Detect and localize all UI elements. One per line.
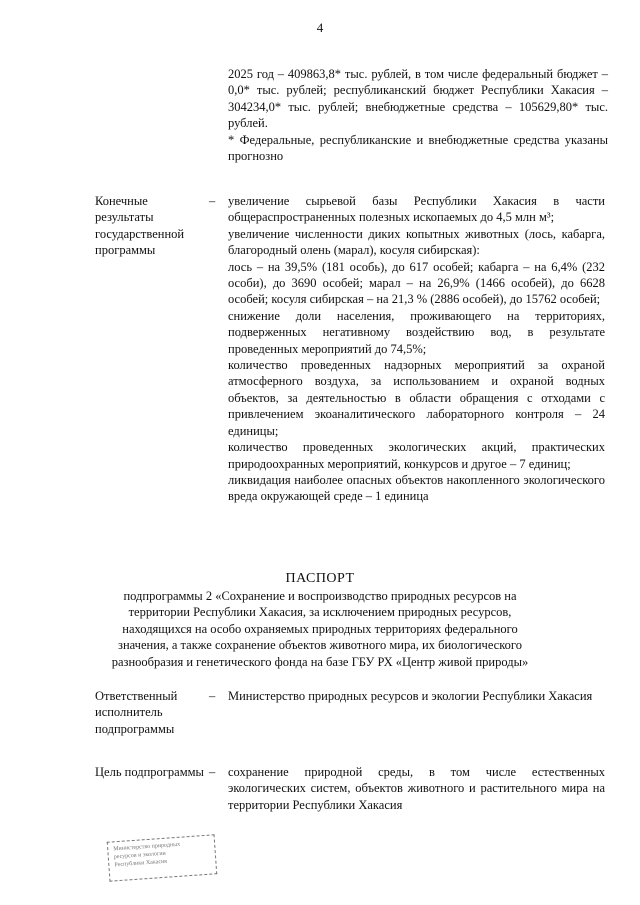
goal-label: Цель подпрограммы: [95, 765, 204, 779]
results-list: [228, 193, 605, 505]
executor-value: Министерство природных ресурсов и экологии Республики Хакасия: [228, 689, 593, 703]
executor-label: Ответственный исполнитель подпрограммы: [95, 689, 178, 736]
executor-dash: –: [209, 689, 216, 703]
stamp-line: ресурсов и экологии: [113, 850, 167, 861]
results-item: лось – на 39,5% (181 особь), до 617 особей; кабарга – на 6,4% (232 особи), до 3690 особей; марал – на 26,9% (1466 особей), до 6628 особей; косуля сибирская – на 21,3 % (2886 особей), до 15762 особей;: [228, 259, 605, 307]
stamp: [107, 834, 218, 881]
results-item: количество проведенных надзорных мероприятий за охраной атмосферного воздуха, за использованием и охраной водных объектов, за деятельностью в области обращения с отходами с привлечением экоаналитического лабораторного контроля – 24 единицы;: [228, 358, 605, 438]
funding-note: * Федеральные, республиканские и внебюджетные средства указаны прогнозно: [228, 132, 608, 164]
page-number: 4: [316, 20, 324, 35]
goal-value: сохранение природной среды, в том числе естественных экологических систем, объектов животного и растительного мира на территории Республики Хакасия: [228, 765, 605, 812]
results-item: количество проведенных экологических акций, практических природоохранных мероприятий, конкурсов и другое – 7 единиц;: [228, 440, 605, 471]
stamp-line: Министерство природных: [113, 841, 181, 853]
funding-text: 2025 год – 409863,8* тыс. рублей, в том числе федеральный бюджет – 0,0* тыс. рублей; республиканский бюджет Республики Хакасия – 304234,0* тыс. рублей; внебюджетные средства – 105629,80* тыс. рублей.: [228, 67, 608, 131]
results-item: снижение доли населения, проживающего на территориях, подверженных негативному воздействию вод, в результате проведенных мероприятий до 74,5%;: [228, 308, 605, 356]
passport-title: ПАСПОРТ: [285, 571, 355, 586]
results-dash: –: [209, 194, 216, 208]
results-item: увеличение численности диких копытных животных (лось, кабарга, благородный олень (марал), косуля сибирская):: [228, 226, 605, 258]
passport-subtitle: подпрограммы 2 «Сохранение и воспроизводство природных ресурсов на территории Республики Хакасия, за исключением природных ресурсов, находящихся на особо охраняемых природных территориях федерального значения, а также сохранение объектов животного мира, их биологического разнообразия и генетического фонда на базе ГБУ РХ «Центр живой природы»: [111, 589, 529, 669]
results-item: ликвидация наиболее опасных объектов накопленного экологического вреда окружающей среде – 1 единица: [228, 472, 605, 504]
stamp-line: Республики Хакасия: [114, 858, 168, 869]
goal-dash: –: [209, 765, 216, 779]
funding-block: [228, 66, 608, 164]
results-label: Конечные результаты государственной программы: [95, 194, 185, 258]
results-item: увеличение сырьевой базы Республики Хакасия в части общераспространенных полезных ископаемых до 4,5 млн м³;: [228, 194, 605, 225]
